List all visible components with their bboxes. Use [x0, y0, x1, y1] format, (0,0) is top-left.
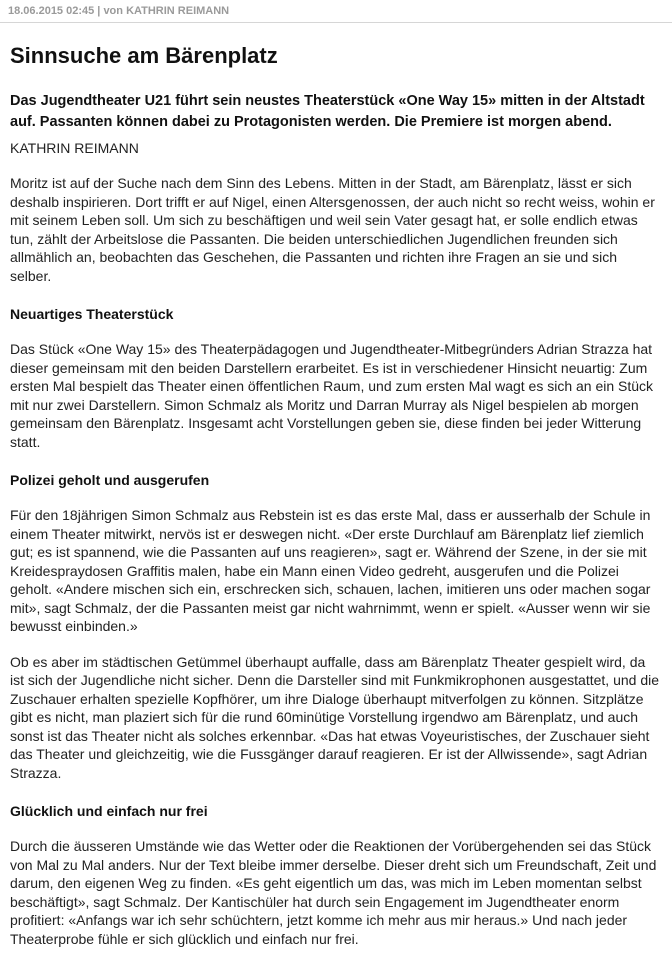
- subheading-3: Glücklich und einfach nur frei: [10, 803, 208, 819]
- meta-separator: | von: [94, 5, 127, 17]
- paragraph-5: Durch die äusseren Umstände wie das Wetter oder die Reaktionen der Vorübergehenden sei das Stück von Mal zu Mal anders. Nur der Text bleibe immer derselbe. Dieser dreht sich um Freundschaft, Zeit und darum, den eigenen Weg zu finden. «Es geht eigentlich um das, was mich im Leben momentan selbst beschäftigt», sagt Schmalz. Der Kantischüler hat durch sein Engagement im Jugendtheater enorm profitiert: «Anfangs war ich sehr schüchtern, jetzt komme ich mehr aus mir heraus.» Und nach jeder Theaterprobe fühle er sich glücklich und einfach nur frei.: [10, 838, 657, 947]
- subheading-2: Polizei geholt und ausgerufen: [10, 472, 210, 488]
- paragraph-3: Für den 18jährigen Simon Schmalz aus Rebstein ist es das erste Mal, dass er ausserhalb der Schule in einem Theater mitwirkt, nervös ist er deswegen nicht. «Der erste Durchlauf am Bärenplatz lief ziemlich gut; es ist spannend, wie die Passanten auf uns reagieren», sagt er. Während der Szene, in der sie mit Kreidespraydosen Graffitis malen, habe ein Mann einen Video gedreht, ausgerufen und die Polizei geholt. «Andere mischen sich ein, erschrecken sich, schauen, lachen, imitieren uns oder machen sogar mit», sagt Schmalz, der die Passanten meist gar nicht wahrnimmt, wenn er spielt. «Ausser wenn wir sie bewusst einbinden.»: [10, 507, 651, 634]
- paragraph-1: Moritz ist auf der Suche nach dem Sinn des Lebens. Mitten in der Stadt, am Bärenplatz, lässt er sich deshalb inspirieren. Dort trifft er auf Nigel, einen Altersgenossen, der auch nicht so recht weiss, wohin er mit seinem Leben soll. Um sich zu beschäftigen und weil sein Vater gesagt hat, er solle endlich etwas tun, zählt der Arbeitslose die Passanten. Die beiden unterschiedlichen Jugendlichen freunden sich allmählich an, beobachten das Geschehen, die Passanten und richten ihre Fragen an sie und sich selber.: [10, 175, 655, 284]
- paragraph-4: Ob es aber im städtischen Getümmel überhaupt auffalle, dass am Bärenplatz Theater gespielt wird, da ist sich der Jugendliche nicht sicher. Denn die Darsteller sind mit Funkmikrophonen ausgestattet, und die Zuschauer erhalten spezielle Kopfhörer, um ihre Dialoge überhaupt mitverfolgen zu können. Sitzplätze gibt es nicht, man plaziert sich für die rund 60minütige Vorstellung irgendwo am Bärenplatz, und auch sonst ist das Theater nicht als solches erkennbar. «Das hat etwas Voyeuristisches, der Zuschauer sieht das Theater und gleichzeitig, wie die Fussgänger darauf reagieren. Er ist der Allwissende», sagt Adrian Strazza.: [10, 653, 660, 781]
- article-meta: [0, 0, 672, 23]
- article-author: KATHRIN REIMANN: [10, 140, 139, 156]
- meta-author: KATHRIN REIMANN: [126, 5, 230, 17]
- article-lead: Das Jugendtheater U21 führt sein neustes Theaterstück «One Way 15» mitten in der Altstadt auf. Passanten können dabei zu Protagonisten werden. Die Premiere ist morgen abend.: [10, 93, 645, 130]
- subheading-1: Neuartiges Theaterstück: [10, 306, 174, 322]
- article-title: Sinnsuche am Bärenplatz: [10, 43, 278, 68]
- paragraph-2: Das Stück «One Way 15» des Theaterpädagogen und Jugendtheater-Mitbegründers Adrian Strazza hat dieser gemeinsam mit den beiden Darstellern erarbeitet. Es ist in verschiedener Hinsicht neuartig: Zum ersten Mal bespielt das Theater einen öffentlichen Raum, und zum ersten Mal wagt es sich an ein Stück mit nur zwei Darstellern. Simon Schmalz als Moritz und Darran Murray als Nigel bespielen ab morgen gemeinsam den Bärenplatz. Insgesamt acht Vorstellungen geben sie, diese finden bei jeder Witterung statt.: [10, 341, 654, 450]
- publish-datetime: 18.06.2015 02:45: [8, 5, 95, 17]
